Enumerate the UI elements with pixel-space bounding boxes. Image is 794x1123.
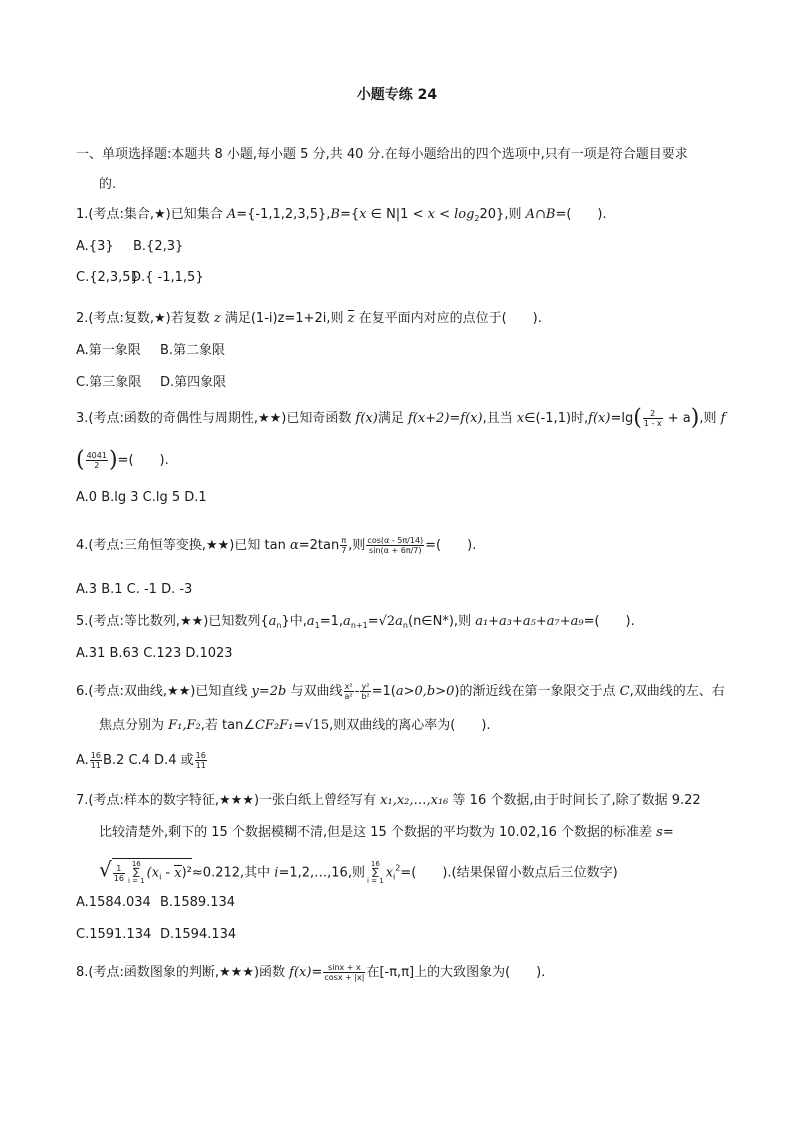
q4-options[interactable]: A.3 B.1 C. -1 D. -3: [76, 582, 193, 597]
q2-option-c[interactable]: C.第三象限: [76, 375, 142, 390]
q2-option-d[interactable]: D.第四象限: [160, 375, 227, 390]
question-8: 8.(考点:函数图象的判断,★★★)函数 f(x)= $\frac{\sin x + x}{\cos x + |x|}$ 在[-π,π]上的大致图象为( ).: [76, 963, 546, 982]
question-5: 5.(考点:等比数列,★★)已知数列$\{a_n\}$中$,a_1=1,a_{n+1}=√2a_n(n\in N*)$,则 a₁+a₃+a₅+a₇+a₉=( ).: [76, 614, 635, 630]
question-7-line2: 比较清楚外,剩下的 15 个数据模糊不清,但是这 15 个数据的平均数为 10.02,16 个数据的标准差 s=: [99, 825, 674, 840]
question-4: 4.(考点:三角恒等变换,★★)已知 tan α=2tan $\frac{\pi}{7}$ ,则 $\frac{\cos(\alpha - 5\pi/14)}{\sin(\alpha + 6\pi/7)}$ =( ).: [76, 536, 477, 555]
q2-option-a[interactable]: A.第一象限: [76, 343, 141, 358]
q3-options[interactable]: A.0 B.lg 3 C.lg 5 D.1: [76, 490, 207, 505]
q1-option-a[interactable]: A.{3}: [76, 239, 114, 254]
question-7: 7.(考点:样本的数字特征,★★★)一张白纸上曾经写有 x₁,x₂,…,x₁₆ 等 16 个数据,由于时间长了,除了数据 9.22: [76, 793, 701, 808]
question-6-cont: 焦点分别为 F₁,F₂,若 tan∠CF₂F₁=√15,则双曲线的离心率为( ).: [99, 718, 491, 733]
q7-option-d[interactable]: D.1594.134: [160, 927, 237, 942]
section-instruction-cont: 的.: [99, 177, 117, 192]
q6-options[interactable]: A. $\frac{16}{11}$ B.2 C.4 D.4 或 $\frac{16}{11}$: [76, 751, 206, 770]
question-6: 6.(考点:双曲线,★★)已知直线 y=2b 与双曲线 $\frac{\text{x²}}{\text{a²}}$ - $\frac{\text{y²}}{\text{b²}}$ =1(a>0,b>0)的渐近线在第一象限交于点 C,双曲线的左、右: [76, 682, 725, 701]
q1-option-d[interactable]: D.{ -1,1,5}: [131, 270, 204, 285]
question-1: 1.(考点:集合,★)已知集合 A={-1,1,2,3,5},B={x ∈ $N|1 < x < \log_220$},则 A∩B=( ).: [76, 207, 607, 223]
q5-options[interactable]: A.31 B.63 C.123 D.1023: [76, 646, 233, 661]
page-title: 小题专练 24: [356, 87, 438, 103]
q1-option-b[interactable]: B.{2,3}: [133, 239, 184, 254]
question-3: 3.(考点:函数的奇偶性与周期性,★★)已知奇函数 f(x)满足 f(x+2)=f(x),且当 x∈(-1,1)时,f(x)=lg( $\frac{2}{1 - x}$ + a),则 f: [76, 405, 726, 431]
q7-option-a[interactable]: A.1584.034: [76, 895, 151, 910]
q2-option-b[interactable]: B.第二象限: [160, 343, 226, 358]
question-2: 2.(考点:复数,★)若复数 z 满足(1-i)z=1+2i,则 z 在复平面内对应的点位于( ).: [76, 311, 542, 326]
q7-option-b[interactable]: B.1589.134: [160, 895, 236, 910]
q7-option-c[interactable]: C.1591.134: [76, 927, 152, 942]
section-instruction: 一、单项选择题:本题共 8 小题,每小题 5 分,共 40 分.在每小题给出的四个选项中,只有一项是符合题目要求: [76, 147, 688, 162]
question-3-cont: ( $\frac{4041}{2}$ )=( ).: [76, 447, 169, 473]
q1-option-c[interactable]: C.{2,3,5}: [76, 270, 139, 285]
question-7-line3: √ $\frac{1}{16}$ 16 ∑ i = 1 $(x_i - x)^2\approx 0.212$,其中 i=1,2,…,16,则 16 ∑ i = 1 $x_i^2=$( ).(结果保留小数点后三位数字): [99, 857, 618, 885]
